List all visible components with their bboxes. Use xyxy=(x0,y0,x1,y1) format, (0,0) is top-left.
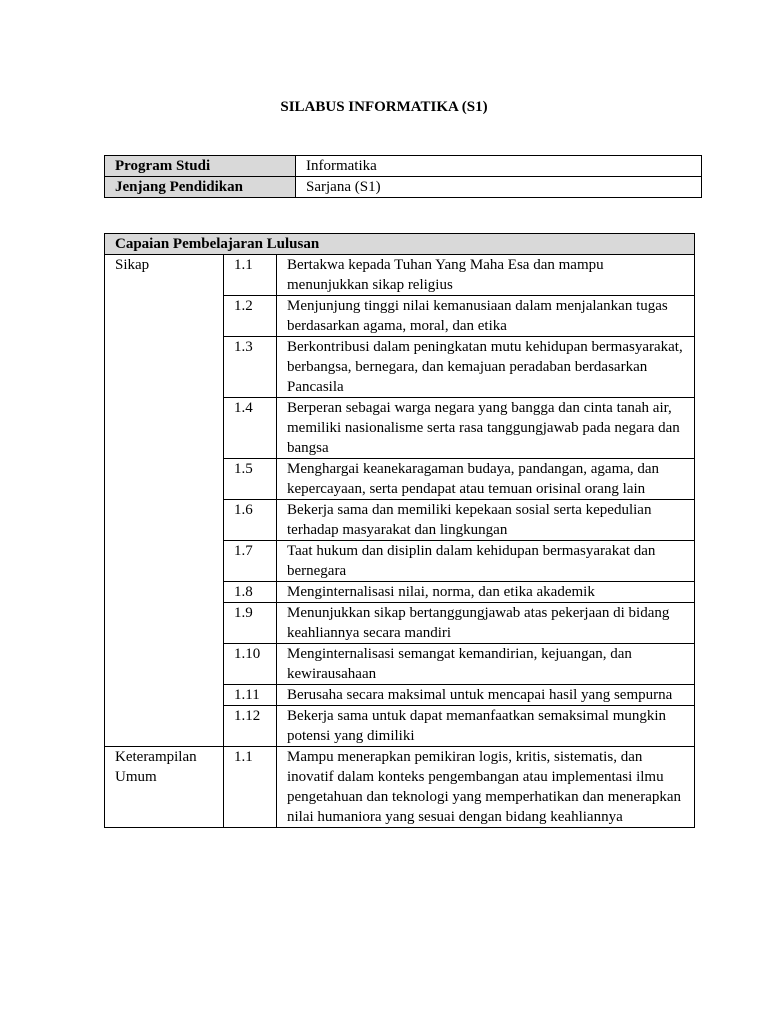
item-number: 1.5 xyxy=(224,459,277,500)
sikap-category: Sikap xyxy=(105,255,224,747)
item-number: 1.6 xyxy=(224,500,277,541)
item-number: 1.10 xyxy=(224,644,277,685)
item-text: Bertakwa kepada Tuhan Yang Maha Esa dan mampu menunjukkan sikap religius xyxy=(277,255,695,296)
item-number: 1.4 xyxy=(224,398,277,459)
table-row xyxy=(105,747,695,828)
program-studi-value: Informatika xyxy=(296,156,702,177)
item-text: Menginternalisasi semangat kemandirian, kejuangan, dan kewirausahaan xyxy=(277,644,695,685)
item-text: Menghargai keanekaragaman budaya, pandangan, agama, dan kepercayaan, serta pendapat atau temuan orisinal orang lain xyxy=(277,459,695,500)
cpl-header: Capaian Pembelajaran Lulusan xyxy=(105,234,695,255)
item-text: Menginternalisasi nilai, norma, dan etika akademik xyxy=(277,582,695,603)
item-text: Menjunjung tinggi nilai kemanusiaan dalam menjalankan tugas berdasarkan agama, moral, dan etika xyxy=(277,296,695,337)
table-row xyxy=(105,177,702,198)
item-text: Berperan sebagai warga negara yang bangga dan cinta tanah air, memiliki nasionalisme serta rasa tanggungjawab pada negara dan bangsa xyxy=(277,398,695,459)
item-text: Menunjukkan sikap bertanggungjawab atas pekerjaan di bidang keahliannya secara mandiri xyxy=(277,603,695,644)
item-number: 1.11 xyxy=(224,685,277,706)
item-text: Berusaha secara maksimal untuk mencapai hasil yang sempurna xyxy=(277,685,695,706)
page-title: SILABUS INFORMATIKA (S1) xyxy=(280,99,488,115)
item-number: 1.12 xyxy=(224,706,277,747)
item-text: Bekerja sama dan memiliki kepekaan sosial serta kepedulian terhadap masyarakat dan lingkungan xyxy=(277,500,695,541)
table-header-row xyxy=(105,234,695,255)
item-number: 1.1 xyxy=(224,747,277,828)
table-row xyxy=(105,156,702,177)
jenjang-label: Jenjang Pendidikan xyxy=(105,177,296,198)
table-row xyxy=(105,255,695,296)
item-text: Berkontribusi dalam peningkatan mutu kehidupan bermasyarakat, berbangsa, bernegara, dan kemajuan peradaban berdasarkan Pancasila xyxy=(277,337,695,398)
item-text: Mampu menerapkan pemikiran logis, kritis, sistematis, dan inovatif dalam konteks pengembangan atau implementasi ilmu pengetahuan dan teknologi yang memperhatikan dan menerapkan nilai humaniora yang sesuai dengan bidang keahliannya xyxy=(277,747,695,828)
item-number: 1.8 xyxy=(224,582,277,603)
cpl-table xyxy=(104,233,695,828)
item-number: 1.9 xyxy=(224,603,277,644)
program-studi-label: Program Studi xyxy=(105,156,296,177)
item-text: Bekerja sama untuk dapat memanfaatkan semaksimal mungkin potensi yang dimiliki xyxy=(277,706,695,747)
item-number: 1.2 xyxy=(224,296,277,337)
program-info-table xyxy=(104,155,702,198)
item-number: 1.7 xyxy=(224,541,277,582)
item-number: 1.1 xyxy=(224,255,277,296)
keterampilan-umum-category: Keterampilan Umum xyxy=(105,747,224,828)
item-number: 1.3 xyxy=(224,337,277,398)
jenjang-value: Sarjana (S1) xyxy=(296,177,702,198)
item-text: Taat hukum dan disiplin dalam kehidupan bermasyarakat dan bernegara xyxy=(277,541,695,582)
